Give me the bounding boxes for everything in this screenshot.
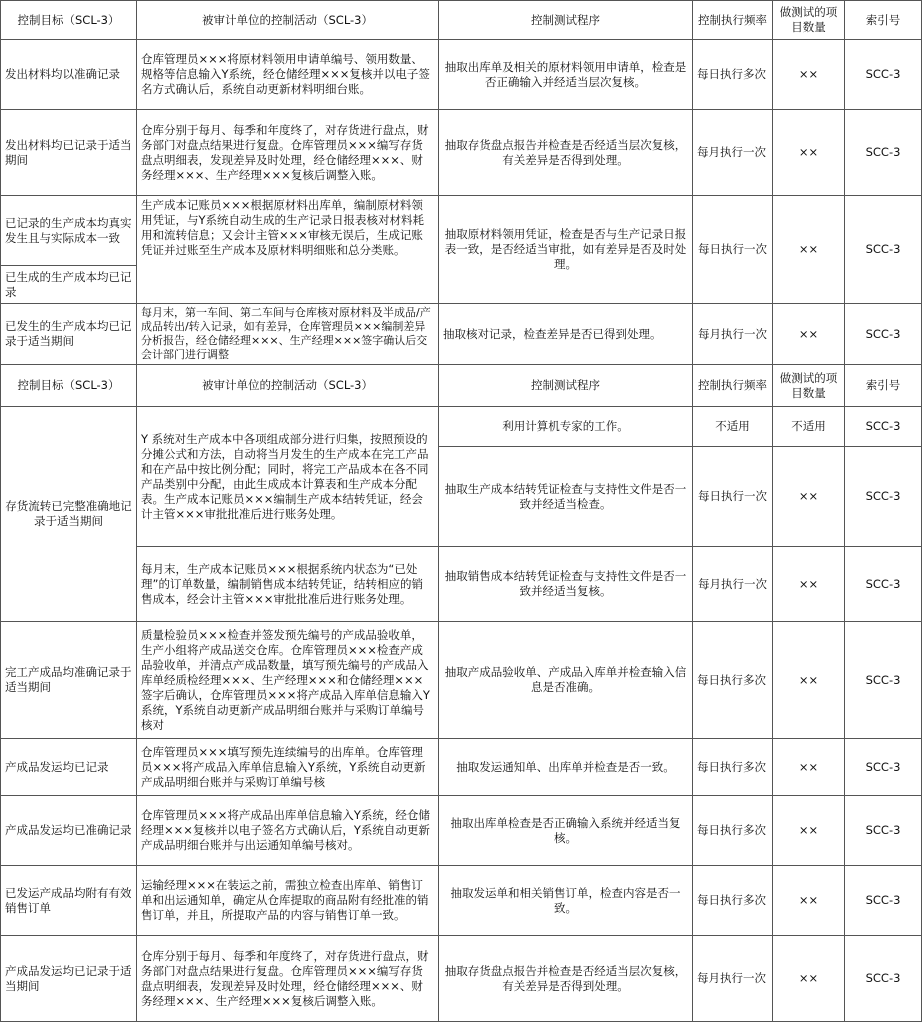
frequency-cell: 不适用 bbox=[693, 407, 773, 447]
header-row bbox=[1, 365, 922, 407]
objective-cell: 存货流转已完整准确地记录于适当期间 bbox=[1, 407, 137, 622]
header-activity: 被审计单位的控制活动（SCL-3） bbox=[137, 1, 439, 40]
activity-cell: 仓库管理员×××将原材料领用申请单编号、领用数量、规格等信息输入Y系统，经仓储经理×××复核并以电子签名方式确认后，系统自动更新材料明细台账。 bbox=[137, 40, 439, 110]
activity-cell: 仓库分别于每月、每季和年度终了，对存货进行盘点，财务部门对盘点结果进行复盘。仓库管理员×××编写存货盘点明细表，发现差异及时处理，经仓储经理×××、财务经理×××、生产经理×××复核后调整入账。 bbox=[137, 110, 439, 196]
count-cell: ×× bbox=[773, 796, 845, 866]
index-cell: SCC-3 bbox=[845, 407, 922, 447]
count-cell: ×× bbox=[773, 304, 845, 365]
header-frequency: 控制执行频率 bbox=[693, 1, 773, 40]
index-cell: SCC-3 bbox=[845, 739, 922, 796]
table-row bbox=[1, 40, 922, 110]
frequency-cell: 每日执行一次 bbox=[693, 196, 773, 304]
count-cell: ×× bbox=[773, 866, 845, 936]
activity-cell: 仓库管理员×××将产成品出库单信息输入Y系统，经仓储经理×××复核并以电子签名方式确认后，Y系统自动更新产成品明细台账并与出运通知单编号核对。 bbox=[137, 796, 439, 866]
table-row bbox=[1, 796, 922, 866]
frequency-cell: 每日执行多次 bbox=[693, 866, 773, 936]
count-cell: ×× bbox=[773, 936, 845, 1022]
index-cell: SCC-3 bbox=[845, 936, 922, 1022]
table-row bbox=[1, 936, 922, 1022]
objective-cell: 产成品发运均已准确记录 bbox=[1, 796, 137, 866]
objective-cell: 产成品发运均已记录 bbox=[1, 739, 137, 796]
objective-cell: 已记录的生产成本均真实发生且与实际成本一致 bbox=[1, 196, 137, 266]
header-index: 索引号 bbox=[845, 1, 922, 40]
count-cell: ×× bbox=[773, 196, 845, 304]
objective-cell: 已生成的生产成本均已记录 bbox=[1, 266, 137, 304]
table-row bbox=[1, 866, 922, 936]
objective-cell: 完工产成品均准确记录于适当期间 bbox=[1, 622, 137, 739]
table-row bbox=[1, 304, 922, 365]
header-objective: 控制目标（SCL-3） bbox=[1, 365, 137, 407]
index-cell: SCC-3 bbox=[845, 40, 922, 110]
activity-cell: 运输经理×××在装运之前，需独立检查出库单、销售订单和出运通知单，确定从仓库提取的商品附有经批准的销售订单，并且，所提取产品的内容与销售订单一致。 bbox=[137, 866, 439, 936]
objective-cell: 发出材料均以准确记录 bbox=[1, 40, 137, 110]
index-cell: SCC-3 bbox=[845, 866, 922, 936]
activity-cell: 质量检验员×××检查并签发预先编号的产成品验收单，生产小组将产成品送交仓库。仓库管理员×××检查产成品验收单，并清点产成品数量，填写预先编号的产成品入库单经质检经理×××、生产经理×××和仓储经理×××签字后确认，仓库管理员×××将产成品入库单信息输入Y系统，Y系统自动更新产成品明细台账并与采购订单编号核对 bbox=[137, 622, 439, 739]
table-row bbox=[1, 547, 922, 622]
count-cell: ×× bbox=[773, 739, 845, 796]
header-frequency: 控制执行频率 bbox=[693, 365, 773, 407]
test-cell: 抽取发运单和相关销售订单，检查内容是否一致。 bbox=[439, 866, 693, 936]
header-count: 做测试的项目数量 bbox=[773, 1, 845, 40]
header-test: 控制测试程序 bbox=[439, 365, 693, 407]
activity-cell bbox=[137, 196, 439, 304]
count-cell: ×× bbox=[773, 447, 845, 547]
test-cell: 抽取产成品验收单、产成品入库单并检查输入信息是否准确。 bbox=[439, 622, 693, 739]
frequency-cell: 每日执行一次 bbox=[693, 447, 773, 547]
frequency-cell: 每月执行一次 bbox=[693, 304, 773, 365]
frequency-cell: 每日执行多次 bbox=[693, 622, 773, 739]
test-cell: 抽取生产成本结转凭证检查与支持性文件是否一致并经适当检查。 bbox=[439, 447, 693, 547]
table-row bbox=[1, 196, 922, 266]
index-cell: SCC-3 bbox=[845, 447, 922, 547]
frequency-cell: 每月执行一次 bbox=[693, 936, 773, 1022]
test-cell: 抽取核对记录，检查差异是否已得到处理。 bbox=[439, 304, 693, 365]
header-index: 索引号 bbox=[845, 365, 922, 407]
frequency-cell: 每日执行多次 bbox=[693, 796, 773, 866]
objective-cell: 已发运产成品均附有有效销售订单 bbox=[1, 866, 137, 936]
activity-cell: 仓库管理员×××填写预先连续编号的出库单。仓库管理员×××将产成品入库单信息输入Y系统，Y系统自动更新产成品明细台账并与采购订单编号核 bbox=[137, 739, 439, 796]
index-cell: SCC-3 bbox=[845, 547, 922, 622]
objective-cell: 产成品发运均已记录于适当期间 bbox=[1, 936, 137, 1022]
activity-cell: Y 系统对生产成本中各项组成部分进行归集，按照预设的分摊公式和方法，自动将当月发生的生产成本在完工产品和在产品中按比例分配；同时，将完工产品成本在各不同产品类别中分配，由此生成成本计算表和生产成本分配表。生产成本记账员×××编制生产成本结转凭证，经会计主管×××审批批准后进行账务处理。 bbox=[137, 407, 439, 547]
index-cell: SCC-3 bbox=[845, 304, 922, 365]
objective-cell: 发出材料均已记录于适当期间 bbox=[1, 110, 137, 196]
frequency-cell: 每日执行多次 bbox=[693, 40, 773, 110]
test-cell: 利用计算机专家的工作。 bbox=[439, 407, 693, 447]
test-cell: 抽取发运通知单、出库单并检查是否一致。 bbox=[439, 739, 693, 796]
table-row bbox=[1, 739, 922, 796]
test-cell: 抽取销售成本结转凭证检查与支持性文件是否一致并经适当复核。 bbox=[439, 547, 693, 622]
activity-text: 生产成本记账员×××根据原材料出库单，编制原材料领用凭证，与Y系统自动生成的生产记录日报表核对材料耗用和流转信息；又会计主管×××审核无误后，生成记账凭证并过账至生产成本及原材料明细账和总分类账。 bbox=[141, 198, 425, 257]
index-cell: SCC-3 bbox=[845, 796, 922, 866]
count-cell: ×× bbox=[773, 110, 845, 196]
count-cell: 不适用 bbox=[773, 407, 845, 447]
count-cell: ×× bbox=[773, 622, 845, 739]
header-test: 控制测试程序 bbox=[439, 1, 693, 40]
activity-cell: 仓库分别于每月、每季和年度终了，对存货进行盘点，财务部门对盘点结果进行复盘。仓库管理员×××编写存货盘点明细表，发现差异及时处理，经仓储经理×××、财务经理×××、生产经理×××复核后调整入账。 bbox=[137, 936, 439, 1022]
test-cell: 抽取原材料领用凭证，检查是否与生产记录日报表一致，是否经适当审批，如有差异是否及时处理。 bbox=[439, 196, 693, 304]
index-cell: SCC-3 bbox=[845, 622, 922, 739]
table-row bbox=[1, 110, 922, 196]
test-cell: 抽取出库单检查是否正确输入系统并经适当复核。 bbox=[439, 796, 693, 866]
test-cell: 抽取出库单及相关的原材料领用申请单，检查是否正确输入并经适当层次复核。 bbox=[439, 40, 693, 110]
test-cell: 抽取存货盘点报告并检查是否经适当层次复核，有关差异是否得到处理。 bbox=[439, 110, 693, 196]
header-activity: 被审计单位的控制活动（SCL-3） bbox=[137, 365, 439, 407]
test-cell: 抽取存货盘点报告并检查是否经适当层次复核，有关差异是否得到处理。 bbox=[439, 936, 693, 1022]
activity-cell: 每月末，第一车间、第二车间与仓库核对原材料及半成品/产成品转出/转入记录，如有差异，仓库管理员×××编制差异分析报告，经仓储经理×××、生产经理×××签字确认后交会计部门进行调整 bbox=[137, 304, 439, 365]
frequency-cell: 每月执行一次 bbox=[693, 547, 773, 622]
frequency-cell: 每月执行一次 bbox=[693, 110, 773, 196]
header-objective: 控制目标（SCL-3） bbox=[1, 1, 137, 40]
objective-cell: 已发生的生产成本均已记录于适当期间 bbox=[1, 304, 137, 365]
index-cell: SCC-3 bbox=[845, 196, 922, 304]
activity-cell: 每月末，生产成本记账员×××根据系统内状态为“已处理”的订单数量，编制销售成本结转凭证，结转相应的销售成本，经会计主管×××审批批准后进行账务处理。 bbox=[137, 547, 439, 622]
header-row bbox=[1, 1, 922, 40]
table-row bbox=[1, 407, 922, 447]
count-cell: ×× bbox=[773, 547, 845, 622]
index-cell: SCC-3 bbox=[845, 110, 922, 196]
header-count: 做测试的项目数量 bbox=[773, 365, 845, 407]
count-cell: ×× bbox=[773, 40, 845, 110]
frequency-cell: 每日执行多次 bbox=[693, 739, 773, 796]
table-row bbox=[1, 622, 922, 739]
